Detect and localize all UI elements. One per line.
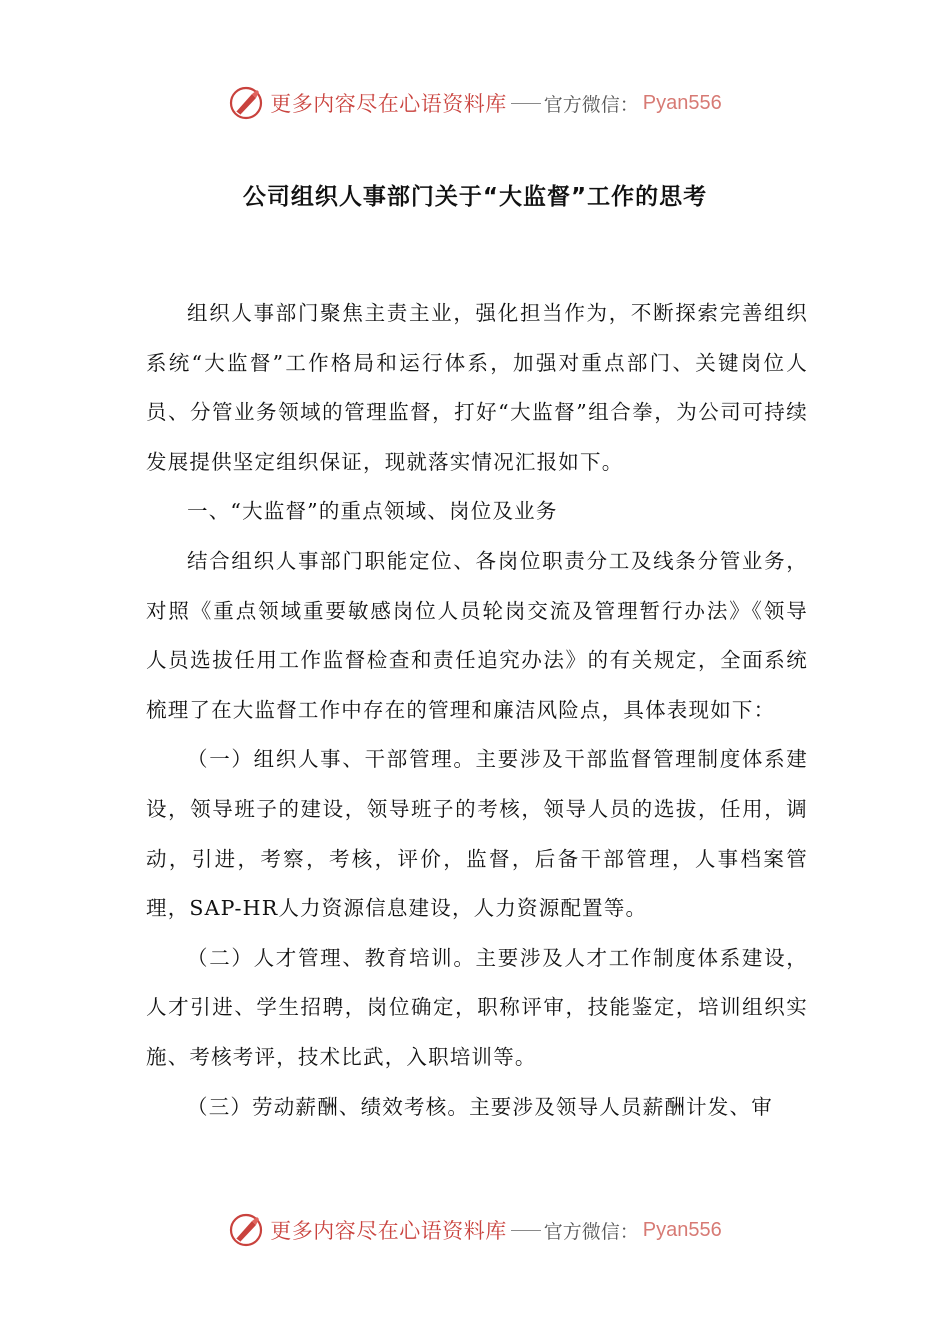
banner-wechat-id: Pyan556 (642, 1218, 722, 1241)
banner-official-label: 官方微信： (543, 1220, 639, 1243)
pen-nib-icon (228, 85, 264, 121)
document-title: 公司组织人事部门关于“大监督”工作的思考 (242, 184, 708, 210)
document-body (146, 289, 808, 1132)
banner-wechat-id: Pyan556 (642, 91, 722, 114)
footer-watermark-banner (0, 1210, 950, 1250)
paragraph-item-2: （二）人才管理、教育培训。主要涉及人才工作制度体系建设，人才引进、学生招聘，岗位确定，职称评审，技能鉴定，培训组织实施、考核考评，技术比武，入职培训等。 (146, 945, 808, 1069)
paragraph-intro: 组织人事部门聚焦主责主业，强化担当作为，不断探索完善组织系统“大监督”工作格局和运行体系，加强对重点部门、关键岗位人员、分管业务领域的管理监督，打好“大监督”组合拳，为公司可持续发展提供坚定组织保证，现就落实情况汇报如下。 (146, 301, 808, 474)
banner-official-label: 官方微信： (543, 93, 639, 116)
paragraph-item-3: （三）劳动薪酬、绩效考核。主要涉及领导人员薪酬计发、审 (187, 1094, 773, 1119)
banner-main-text: 更多内容尽在心语资料库 (270, 1219, 507, 1243)
banner-dash (511, 103, 541, 104)
banner-main-text: 更多内容尽在心语资料库 (270, 92, 507, 116)
banner-dash (511, 1230, 541, 1231)
paragraph-item-1: （一）组织人事、干部管理。主要涉及干部监督管理制度体系建设，领导班子的建设，领导班子的考核，领导人员的选拔，任用，调动，引进，考察，考核，评价，监督，后备干部管理，人事档案管理，SAP-HR人力资源信息建设，人力资源配置等。 (146, 747, 808, 921)
header-watermark-banner (0, 83, 950, 123)
section-heading: 一、“大监督”的重点领域、岗位及业务 (187, 499, 558, 524)
paragraph-overview: 结合组织人事部门职能定位、各岗位职责分工及线条分管业务，对照《重点领域重要敏感岗位人员轮岗交流及管理暂行办法》《领导人员选拔任用工作监督检查和责任追究办法》的有关规定，全面系统梳理了在大监督工作中存在的管理和廉洁风险点，具体表现如下： (146, 548, 808, 722)
pen-nib-icon (228, 1212, 264, 1248)
